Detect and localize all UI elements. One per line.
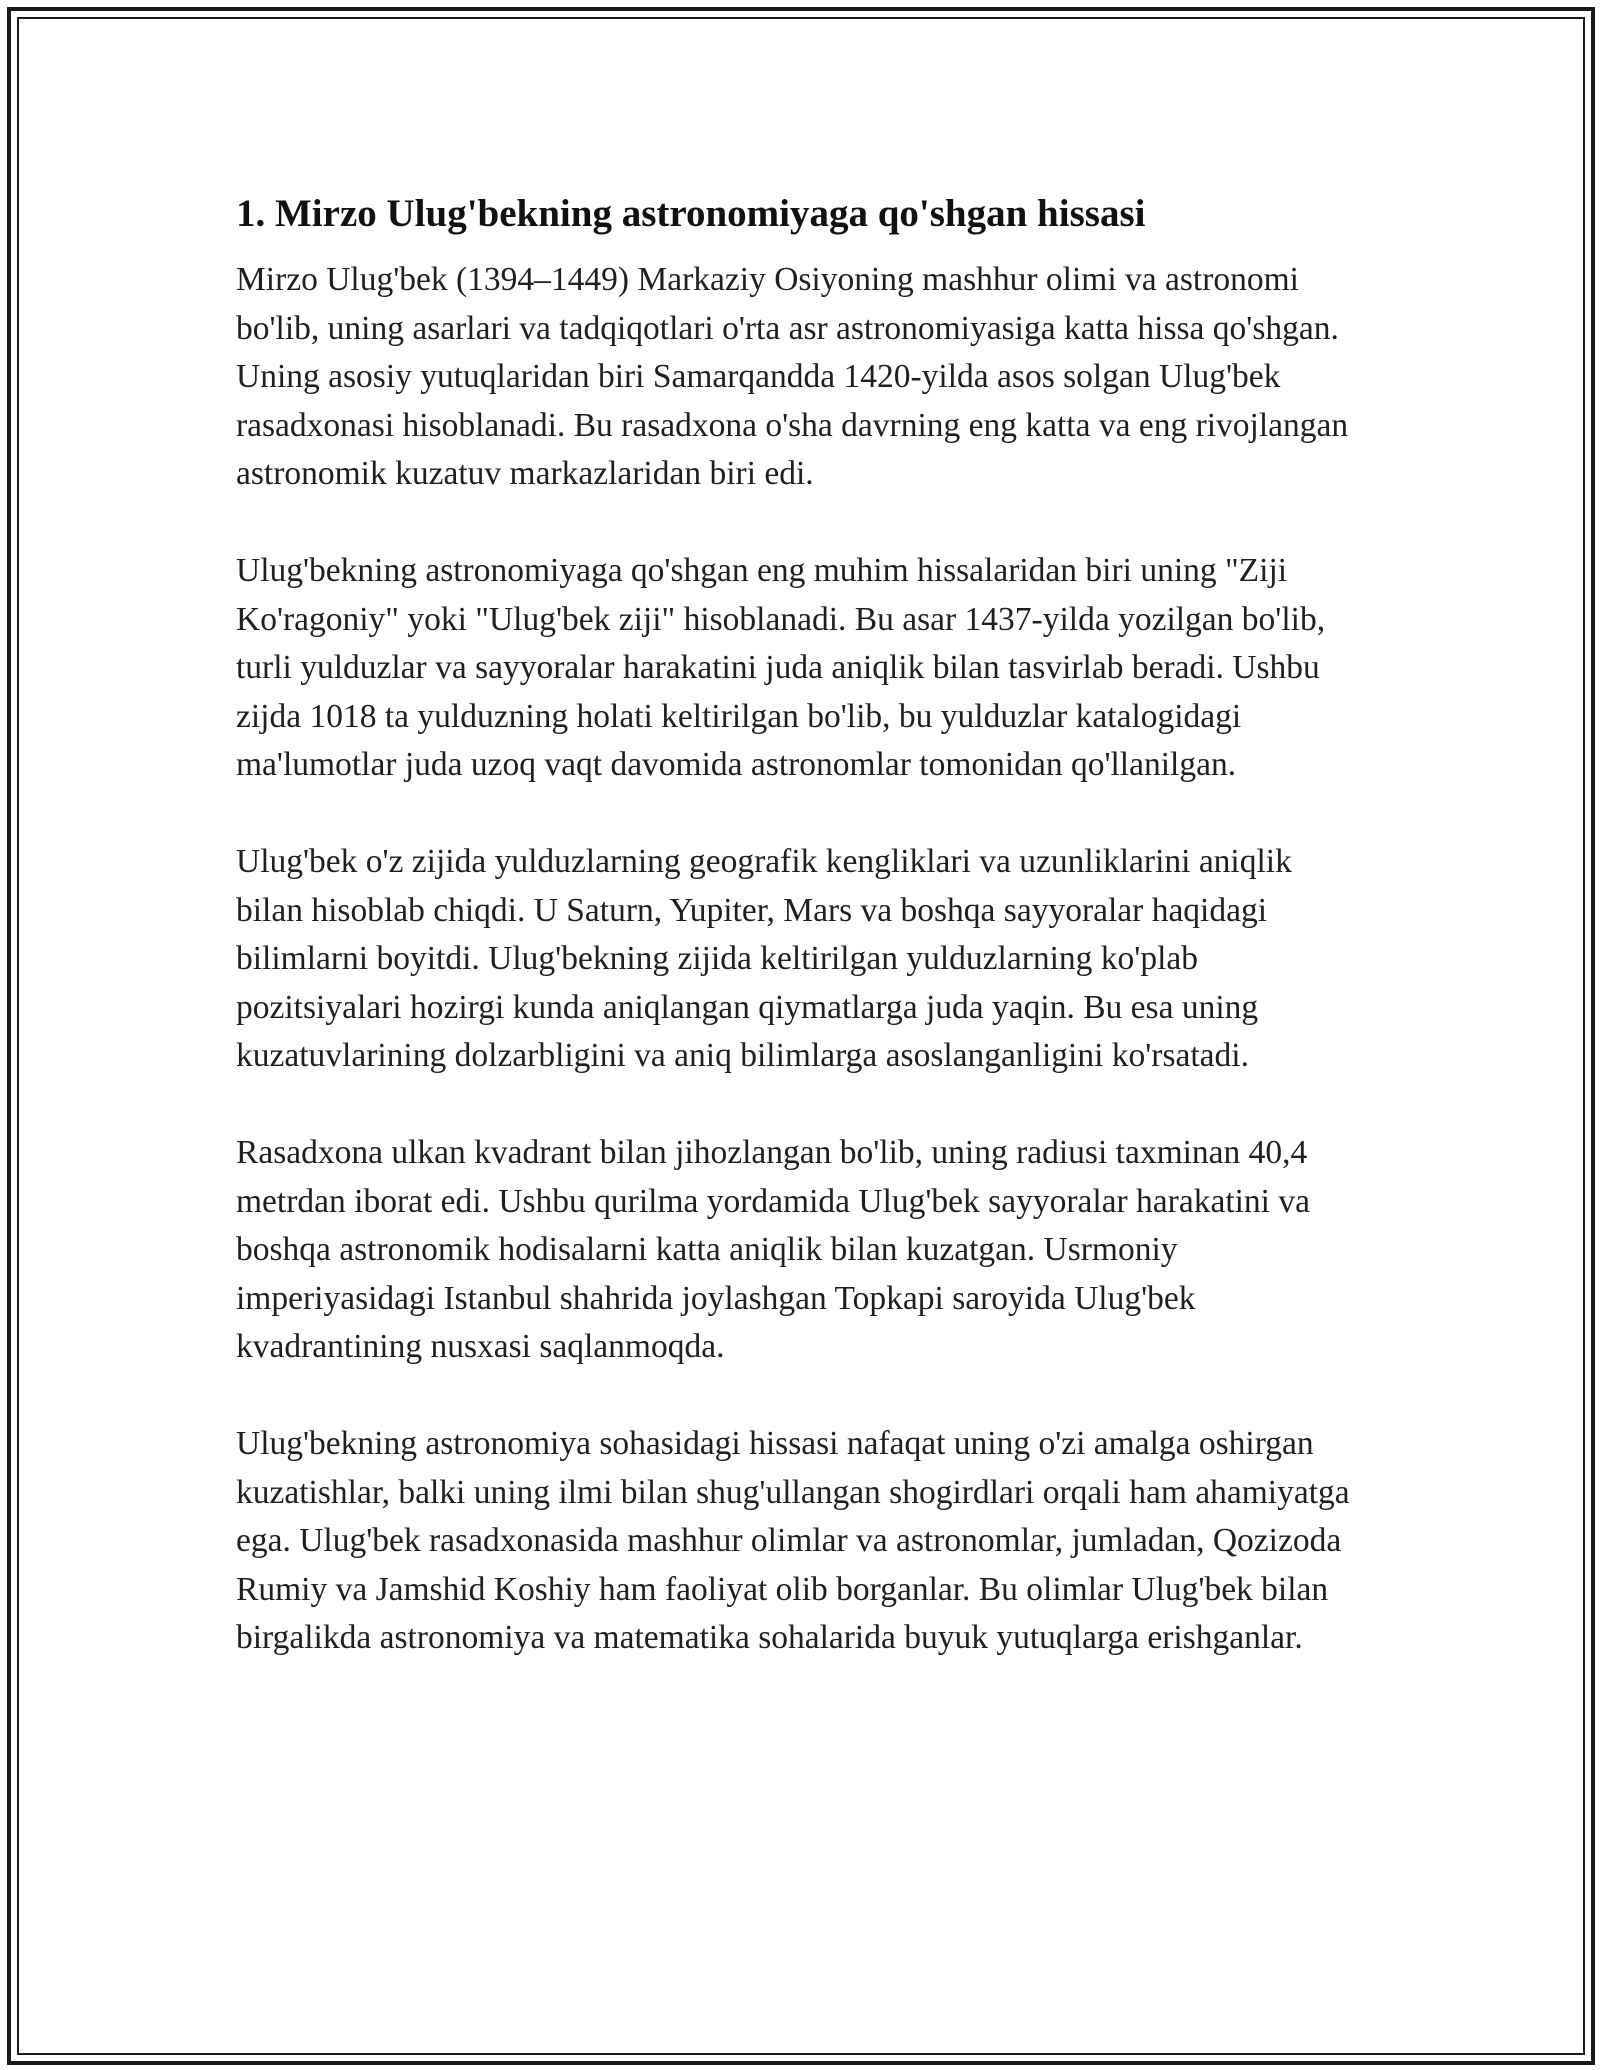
document-body <box>236 180 1366 1711</box>
paragraph-star-positions: Ulug'bek o'z zijida yulduzlarning geografik kengliklari va uzunliklarini aniqlik bilan hisoblab chiqdi. U Saturn, Yupiter, Mars va boshqa sayyoralar haqidagi bilimlarni boyitdi. Ulug'bekning zijida keltirilgan yulduzlarning ko'plab pozitsiyalari hozirgi kunda aniqlangan qiymatlarga juda yaqin. Bu esa uning kuzatuvlarining dolzarbligini va aniq bilimlarga asoslanganligini ko'rsatadi. <box>236 843 1292 1074</box>
paragraph-students: Ulug'bekning astronomiya sohasidagi hissasi nafaqat uning o'zi amalga oshirgan kuzatishlar, balki uning ilmi bilan shug'ullangan shogirdlari orqali ham ahamiyatga ega. Ulug'bek rasadxonasida mashhur olimlar va astronomlar, jumladan, Qozizoda Rumiy va Jamshid Koshiy ham faoliyat olib borganlar. Bu olimlar Ulug'bek bilan birgalikda astronomiya va matematika sohalarida buyuk yutuqlarga erishganlar. <box>236 1425 1350 1656</box>
paragraph-observatory: Mirzo Ulug'bek (1394–1449) Markaziy Osiyoning mashhur olimi va astronomi bo'lib, uning asarlari va tadqiqotlari o'rta asr astronomiyasiga katta hissa qo'shgan. Uning asosiy yutuqlaridan biri Samarqandda 1420-yilda asos solgan Ulug'bek rasadxonasi hisoblanadi. Bu rasadxona o'sha davrning eng katta va eng rivojlangan astronomik kuzatuv markazlaridan biri edi. <box>236 261 1349 492</box>
paragraph-zij: Ulug'bekning astronomiyaga qo'shgan eng muhim hissalaridan biri uning "Ziji Ko'ragoniy" yoki "Ulug'bek ziji" hisoblanadi. Bu asar 1437-yilda yozilgan bo'lib, turli yulduzlar va sayyoralar harakatini juda aniqlik bilan tasvirlab beradi. Ushbu zijda 1018 ta yulduzning holati keltirilgan bo'lib, bu yulduzlar katalogidagi ma'lumotlar juda uzoq vaqt davomida astronomlar tomonidan qo'llanilgan. <box>236 552 1326 783</box>
section-heading: 1. Mirzo Ulug'bekning astronomiyaga qo'shgan hissasi <box>236 192 1146 235</box>
paragraph-quadrant: Rasadxona ulkan kvadrant bilan jihozlangan bo'lib, uning radiusi taxminan 40,4 metrdan iborat edi. Ushbu qurilma yordamida Ulug'bek sayyoralar harakatini va boshqa astronomik hodisalarni katta aniqlik bilan kuzatgan. Usrmoniy imperiyasidagi Istanbul shahrida joylashgan Topkapi saroyida Ulug'bek kvadrantining nusxasi saqlanmoqda. <box>236 1134 1310 1365</box>
